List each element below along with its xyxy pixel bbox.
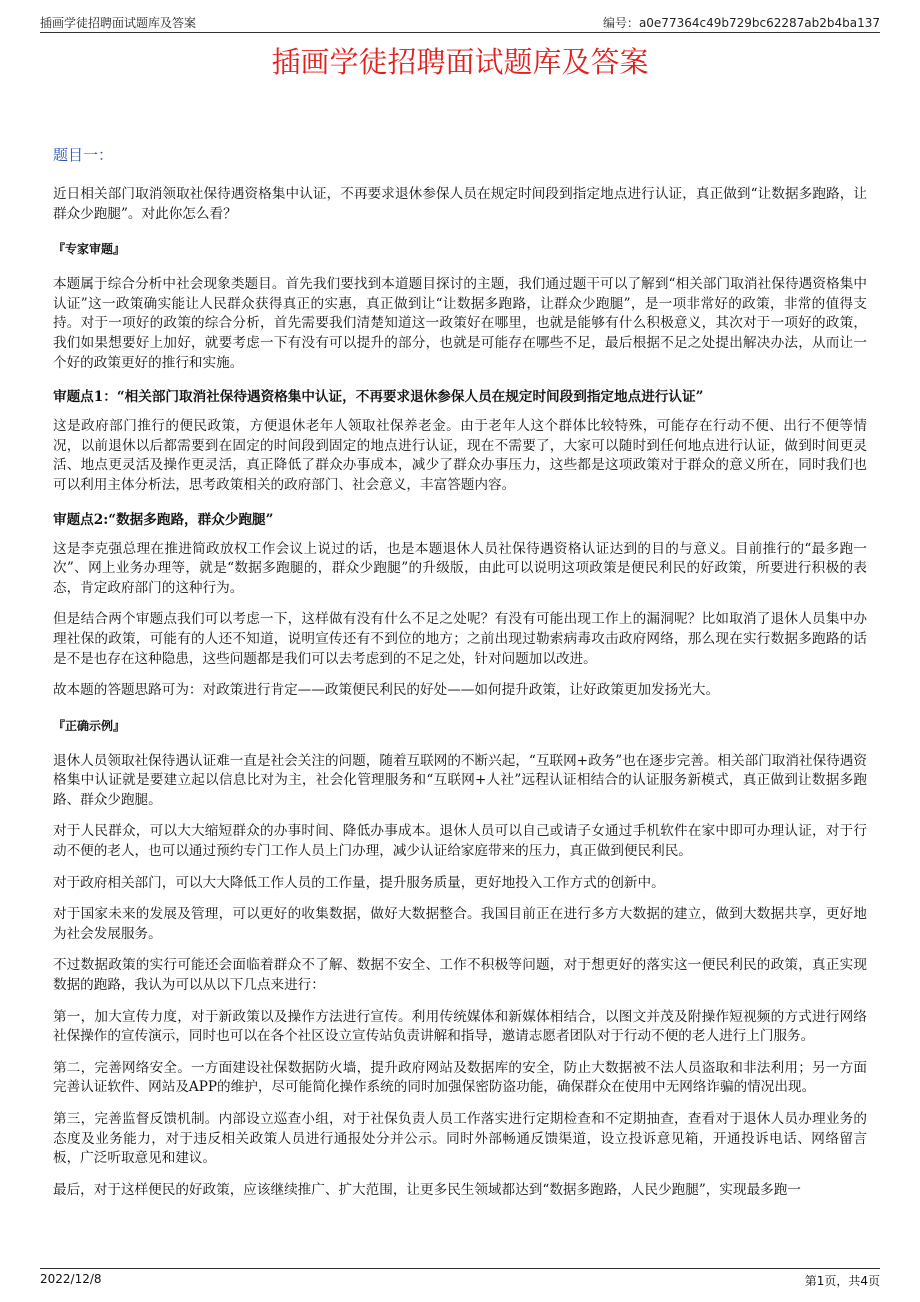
answer-paragraph: 不过数据政策的实行可能还会面临着群众不了解、数据不安全、工作不积极等问题，对于想更好的落实这一便民利民的政策，真正实现数据的跑路，我认为可以从以下几点来进行：	[53, 957, 867, 994]
footer-page-number: 第1页，共4页	[804, 1274, 880, 1288]
footer-date: 2022/12/8	[40, 1272, 102, 1286]
header-doc-id: 编号：a0e77364c49b729bc62287ab2b4ba137	[602, 16, 880, 30]
review-point-1-body: 这是政府部门推行的便民政策，方便退休老年人领取社保养老金。由于老年人这个群体比较特殊，可能存在行动不便、出行不便等情况，以前退休以后都需要到在固定的时间段到固定的地点进行认证，现在不需要了，大家可以随时到任何地点进行认证，做到时间更灵活、地点更灵活及操作更灵活，真正降低了群众办事成本，减少了群众办事压力，这些都是这项政策对于群众的意义所在，同时我们也可以利用主体分析法，思考政策相关的政府部门、社会意义，丰富答题内容。	[53, 418, 867, 493]
answer-paragraph: 退休人员领取社保待遇认证难一直是社会关注的问题，随着互联网的不断兴起，“互联网+政务”也在逐步完善。相关部门取消社保待遇资格集中认证就是要建立起以信息比对为主，社会化管理服务和“互联网+人社”远程认证相结合的认证服务新模式，真正做到让数据多跑路、群众少跑腿。	[53, 752, 867, 808]
correct-example-tag: 『正确示例』	[53, 718, 126, 733]
answer-paragraph: 对于人民群众，可以大大缩短群众的办事时间、降低办事成本。退休人员可以自己或请子女通过手机软件在家中即可办理认证，对于行动不便的老人，也可以通过预约专门工作人员上门办理，减少认证给家庭带来的压力，真正做到便民利民。	[53, 823, 867, 860]
page-header	[40, 12, 880, 33]
approach-paragraph: 故本题的答题思路可为：对政策进行肯定——政策便民利民的好处——如何提升政策，让好政策更加发扬光大。	[53, 682, 720, 699]
analysis-paragraph: 但是结合两个审题点我们可以考虑一下，这样做有没有什么不足之处呢？有没有可能出现工作上的漏洞呢？比如取消了退休人员集中办理社保的政策，可能有的人还不知道，说明宣传还有不到位的地方；之前出现过勒索病毒攻击政府网络，那么现在实行数据多跑路的话是不是也存在这种隐患，这些问题都是我们可以去考虑到的不足之处，针对问题加以改进。	[53, 611, 867, 667]
answer-paragraph: 第三，完善监督反馈机制。内部设立巡查小组，对于社保负责人员工作落实进行定期检查和不定期抽查，查看对于退休人员办理业务的态度及业务能力，对于违反相关政策人员进行通报处分并公示。同时外部畅通反馈渠道，设立投诉意见箱，开通投诉电话、网络留言板，广泛听取意见和建议。	[53, 1111, 867, 1167]
question-label: 题目一：	[53, 146, 114, 164]
answer-paragraph: 第一，加大宣传力度，对于新政策以及操作方法进行宣传。利用传统媒体和新媒体相结合，以图文并茂及附操作短视频的方式进行网络社保操作的宣传演示，同时也可以在各个社区设立宣传站负责讲解和指导，邀请志愿者团队对于行动不便的老人进行上门服务。	[53, 1008, 867, 1045]
expert-review-tag: 『专家审题』	[53, 242, 126, 257]
header-doc-name: 插画学徒招聘面试题库及答案	[40, 16, 197, 30]
answer-paragraph: 对于政府相关部门，可以大大降低工作人员的工作量，提升服务质量，更好地投入工作方式的创新中。	[53, 874, 665, 891]
answer-paragraph: 最后，对于这样便民的好政策，应该继续推广、扩大范围，让更多民生领域都达到“数据多跑路，人民少跑腿”，实现最多跑一	[53, 1181, 801, 1198]
page-footer	[40, 1268, 880, 1287]
document-body	[53, 144, 867, 1212]
review-point-2-title: 审题点2:“数据多跑路，群众少跑腿”	[53, 511, 274, 528]
question-text: 近日相关部门取消领取社保待遇资格集中认证，不再要求退休参保人员在规定时间段到指定地点进行认证，真正做到“让数据多跑路，让群众少跑腿”。对此你怎么看？	[53, 186, 867, 222]
review-point-2-body: 这是李克强总理在推进简政放权工作会议上说过的话，也是本题退休人员社保待遇资格认证达到的目的与意义。目前推行的“最多跑一次”、网上业务办理等，就是“数据多跑腿的，群众少跑腿”的升级版，由此可以说明这项政策是便民利民的好政策，所要进行积极的表态，肯定政府部门的这种行为。	[53, 540, 867, 596]
review-point-1-title: 审题点1：“相关部门取消社保待遇资格集中认证，不再要求退休参保人员在规定时间段到指定地点进行认证”	[53, 389, 704, 406]
answer-paragraph: 对于国家未来的发展及管理，可以更好的收集数据，做好大数据整合。我国目前正在进行多方大数据的建立，做到大数据共享，更好地为社会发展服务。	[53, 906, 867, 942]
intro-paragraph: 本题属于综合分析中社会现象类题目。首先我们要找到本道题目探讨的主题，我们通过题干可以了解到“相关部门取消社保待遇资格集中认证”这一政策确实能让人民群众获得真正的实惠，真正做到让“让数据多跑路，让群众少跑腿”，是一项非常好的政策，非常的值得支持。对于一项好的政策的综合分析，首先需要我们清楚知道这一政策好在哪里，也就是能够有什么积极意义，其次对于一项好的政策，我们如果想要好上加好，就要考虑一下有没有可以提升的部分，也就是可能存在哪些不足，最后根据不足之处提出解决办法，从而让一个好的政策更好的推行和实施。	[53, 276, 867, 371]
document-title: 插画学徒招聘面试题库及答案	[271, 45, 649, 79]
answer-paragraph: 第二，完善网络安全。一方面建设社保数据防火墙，提升政府网站及数据库的安全，防止大数据被不法人员盗取和非法利用；另一方面完善认证软件、网站及APP的维护，尽可能简化操作系统的同时加强保密防盗功能，确保群众在使用中无网络诈骗的情况出现。	[53, 1059, 867, 1096]
